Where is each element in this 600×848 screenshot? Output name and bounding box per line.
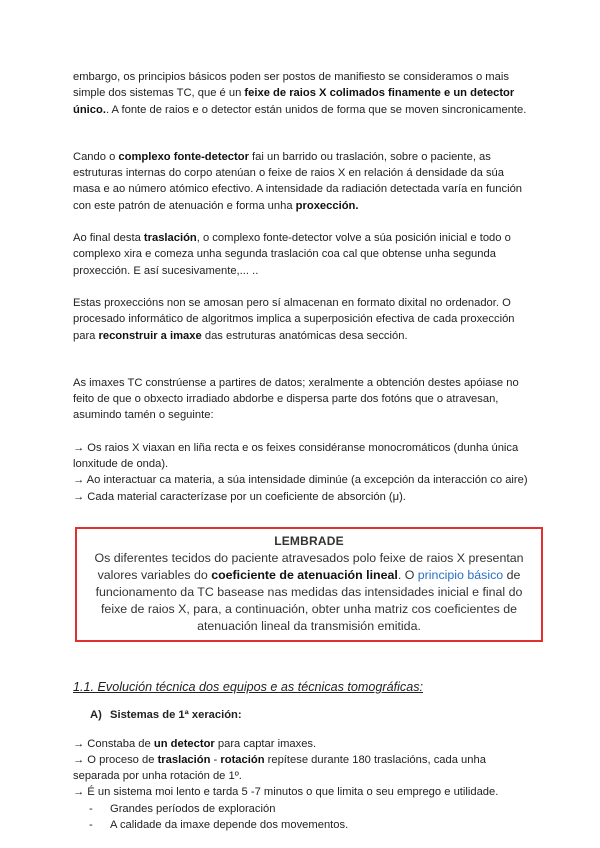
list-item: → Cada material caracterízase por un coeficiente de absorción (μ). bbox=[73, 490, 406, 503]
paragraph-source-detector: Cando o complexo fonte-detector fai un barrido ou traslación, sobre o paciente, as estruturas internas do corpo atenúan o feixe de raios X en relación á densidade da súa masa e ao número atómico efectivo. A intensidade da radiación detectada varía en función con este patrón de atenuación e forma unha proxección. bbox=[73, 150, 523, 212]
dash-item: - A calidade da imaxe depende dos movementos. bbox=[73, 817, 533, 833]
list-item: → É un sistema moi lento e tarda 5 -7 minutos o que limita o seu emprego e utilidade. bbox=[73, 786, 499, 799]
dash-item: - Grandes períodos de exploración bbox=[73, 801, 533, 817]
dash-list bbox=[73, 801, 533, 834]
remember-callout bbox=[75, 527, 543, 642]
list-item: → Ao interactuar ca materia, a súa intensidade diminúe (a excepción da interacción co aire) bbox=[73, 474, 528, 487]
list-item: → Constaba de un detector para captar imaxes. bbox=[73, 737, 317, 750]
callout-text: Os diferentes tecidos do paciente atravesados polo feixe de raios X presentan valores variables do coeficiente de atenuación lineal. O principio básico de funcionamento da TC basease nas medidas das intensidades inicial e final do feixe de raios X, para, a continuación, obter unha matriz cos coeficientes de atenuación lineal da transmisión emitida. bbox=[94, 550, 524, 633]
emphasis-basic-principle: principio básico bbox=[417, 567, 504, 582]
paragraph-reconstruction: Estas proxeccións non se amosan pero sí almacenan en formato dixital no ordenador. O procesado informático de algoritmos implica a superposición efectiva de cada proxección para reconstruir a imaxe das estruturas anatómicas desa sección. bbox=[73, 296, 515, 342]
generation-list bbox=[73, 736, 533, 834]
paragraph-translation: Ao final desta traslación, o complexo fonte-detector volve a súa posición inicial e todo o complexo xira e comeza unha segunda traslación coa cal que obtense unha segunda proxección. E así sucesivamente,... .. bbox=[73, 232, 511, 277]
list-item: → O proceso de traslación - rotación repítese durante 180 traslacións, cada unha separada por unha rotación de 1º. bbox=[73, 753, 486, 783]
assumption-list bbox=[73, 440, 533, 505]
emphasis-projection: proxección. bbox=[295, 199, 359, 212]
paragraph-ct-images: As imaxes TC constrúense a partires de datos; xeralmente a obtención destes apóiase no feito de que o obxecto irradiado abdorbe e dispersa parte dos fotóns que o atravesan, asumindo tamén o seguinte: bbox=[73, 376, 519, 422]
document-page bbox=[73, 69, 533, 833]
emphasis-source-detector: complexo fonte-detector bbox=[118, 150, 249, 163]
emphasis-attenuation-coefficient: coeficiente de atenuación lineal bbox=[211, 567, 398, 582]
list-item: → Os raios X viaxan en liña recta e os feixes considéranse monocromáticos (dunha única lonxitude de onda). bbox=[73, 441, 519, 471]
subsection-heading: A) Sistemas de 1ª xeración: bbox=[90, 709, 242, 722]
emphasis-reconstruct: reconstruir a imaxe bbox=[98, 329, 202, 342]
callout-title: LEMBRADE bbox=[274, 533, 344, 548]
emphasis-collimated-beam: feixe de raios X colimados finamente e un detector único. bbox=[73, 87, 515, 116]
emphasis-translation: traslación bbox=[143, 232, 197, 245]
paragraph-intro: embargo, os principios básicos poden ser postos de manifiesto se consideramos o mais simple dos sistemas TC, que é un feixe de raios X colimados finamente e un detector único.. A fonte de raios e o detector están unidos de forma que se moven sincronicamente. bbox=[73, 71, 527, 116]
section-heading: 1.1. Evolución técnica dos equipos e as técnicas tomográficas: bbox=[73, 679, 424, 694]
